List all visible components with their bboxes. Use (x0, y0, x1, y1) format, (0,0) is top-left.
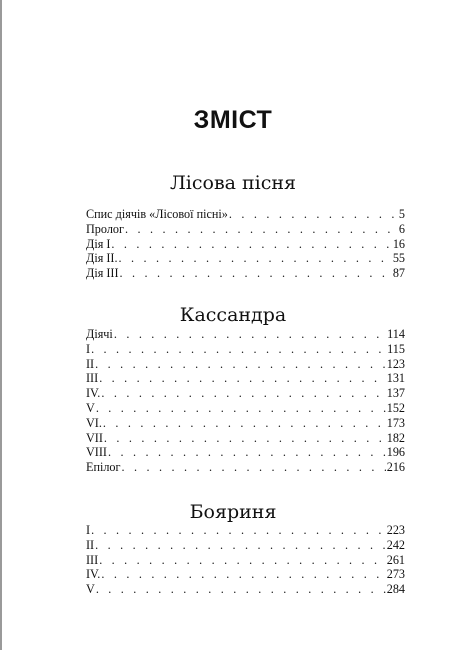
dot-leader (121, 460, 386, 475)
dot-leader (110, 237, 391, 252)
entry-label: Дія І (86, 236, 111, 251)
section-entries-kassandra (86, 327, 405, 475)
dot-leader (107, 445, 386, 460)
entry-label: Діячі (86, 327, 113, 341)
toc-entry (86, 342, 405, 357)
dot-leader (90, 523, 386, 538)
dot-leader (98, 553, 386, 568)
section-title-boiarynia: Бояриня (189, 501, 277, 523)
entry-label: VII (86, 430, 103, 445)
section-title-lisova-pisnia: Лісова пісня (169, 172, 297, 194)
entry-label: ІІ (86, 537, 95, 552)
entry-label: Дія ІІІ (86, 266, 119, 281)
entry-page-number: 114 (387, 327, 405, 341)
dot-leader (95, 401, 386, 416)
toc-entry (86, 401, 405, 416)
dot-leader (100, 386, 385, 401)
entry-page-number: 137 (386, 386, 405, 401)
dot-leader (100, 567, 385, 582)
entry-label: І (86, 523, 91, 537)
entry-page-number: 216 (386, 460, 405, 475)
entry-label: V (86, 400, 95, 415)
entry-page-number: 115 (387, 341, 405, 356)
entry-page-number: 16 (392, 236, 405, 251)
entry-label: IV. (86, 386, 101, 401)
entry-label: VI. (86, 415, 102, 430)
toc-entry (86, 538, 405, 553)
toc-entry (86, 460, 405, 475)
dot-leader (103, 431, 386, 446)
toc-entry (86, 266, 405, 281)
toc-entry (86, 567, 405, 582)
entry-page-number: 173 (386, 415, 405, 430)
entry-label: VIII (86, 445, 107, 460)
entry-page-number: 152 (386, 400, 405, 415)
dot-leader (113, 327, 386, 342)
toc-entry (86, 357, 405, 372)
entry-label: ІІІ (86, 552, 99, 567)
entry-page-number: 284 (386, 582, 405, 597)
toc-entry (86, 222, 405, 237)
dot-leader (228, 207, 398, 222)
toc-entry (86, 251, 405, 266)
entry-page-number: 6 (398, 221, 405, 236)
entry-page-number: 261 (386, 552, 405, 567)
toc-entry (86, 386, 405, 401)
entry-label: V (86, 582, 95, 597)
dot-leader (98, 371, 386, 386)
entry-page-number: 182 (386, 430, 405, 445)
dot-leader (94, 357, 386, 372)
entry-page-number: 55 (392, 251, 405, 266)
entry-label: Спис діячів «Лісової пісні» (86, 207, 228, 221)
section-title-kassandra: Кассандра (179, 304, 287, 326)
page-title: ЗМІСТ (193, 106, 273, 134)
entry-label: Епілог (86, 460, 121, 475)
entry-label: І (86, 341, 91, 356)
dot-leader (94, 538, 386, 553)
entry-page-number: 242 (386, 537, 405, 552)
entry-label: Дія ІІ. (86, 251, 118, 266)
toc-entry (86, 431, 405, 446)
toc-entry (86, 445, 405, 460)
toc-entry (86, 553, 405, 568)
toc-entry (86, 207, 405, 222)
entry-page-number: 123 (386, 356, 405, 371)
entry-page-number: 5 (398, 207, 405, 221)
entry-page-number: 273 (386, 567, 405, 582)
section-entries-boiarynia (86, 523, 405, 597)
entry-label: IV. (86, 567, 101, 582)
dot-leader (102, 416, 386, 431)
dot-leader (90, 342, 386, 357)
dot-leader (95, 582, 386, 597)
toc-entry (86, 416, 405, 431)
entry-label: Пролог (86, 221, 125, 236)
entry-label: ІІІ (86, 371, 99, 386)
toc-entry (86, 582, 405, 597)
toc-entry (86, 237, 405, 252)
entry-page-number: 196 (386, 445, 405, 460)
toc-entry (86, 523, 405, 538)
entry-label: ІІ (86, 356, 95, 371)
toc-entry (86, 371, 405, 386)
dot-leader (124, 222, 398, 237)
dot-leader (118, 251, 392, 266)
entry-page-number: 223 (386, 523, 405, 537)
dot-leader (119, 266, 392, 281)
entry-page-number: 87 (392, 266, 405, 281)
toc-entry (86, 327, 405, 342)
section-entries-lisova-pisnia (86, 207, 405, 281)
entry-page-number: 131 (386, 371, 405, 386)
